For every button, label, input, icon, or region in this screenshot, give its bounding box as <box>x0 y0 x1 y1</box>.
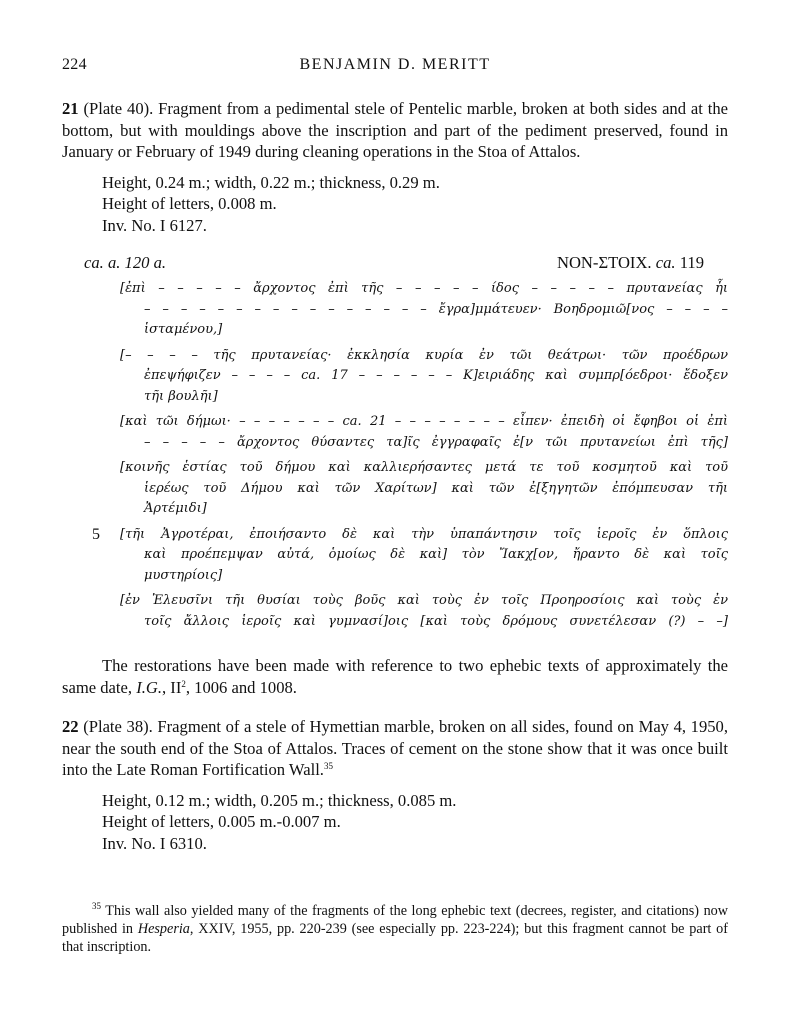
inscription-line-2 <box>62 346 728 408</box>
page-header <box>62 56 728 80</box>
inscription-row: [κοινῆς ἑστίας τοῦ δήμου καὶ καλλιερήσαντες μετά τε τοῦ κοσμητοῦ καὶ τοῦ <box>120 460 728 475</box>
restorations-vol: , II <box>162 677 182 697</box>
inscription-text <box>62 279 728 632</box>
inscription-row: τοῖς ἄλλοις ἱεροῖς καὶ γυμνασί]οις [καὶ τοὺς δρόμους συνετέλεσαν (?) – –] <box>144 613 728 629</box>
footnote-citation: , XXIV, 1955, pp. 220-239 (see especially pp. 223-224); but this fragment cannot be part of that inscription. <box>62 921 728 955</box>
ig-abbrev: I.G. <box>136 677 162 697</box>
footnote-ref[interactable]: 35 <box>323 761 333 771</box>
inscription-header <box>62 253 728 275</box>
inscription-row: [τῆι Ἀγροτέραι, ἐποιήσαντο δὲ καὶ τὴν ὑπαπάντησιν τοῖς ἱεροῖς ἐν ὅπλοις <box>120 526 728 542</box>
inscription-row: [καὶ τῶι δήμωι· – – – – – – – ca. 21 – – – – – – – – εἶπεν· ἐπειδὴ οἱ ἔφηβοι οἱ ἐπὶ <box>120 414 728 429</box>
stoich-label: NON-ΣΤΟΙΧ. <box>556 253 652 272</box>
inscription-row: – – – – – – – – – – – – – – – – ἔγρα]μμάτευεν· Βοηδρομιῶ[νος – – – – <box>144 301 728 317</box>
entry-21-dimensions: Height, 0.24 m.; width, 0.22 m.; thickness, 0.29 m. <box>102 172 440 192</box>
entry-22-inventory: Inv. No. I 6310. <box>102 833 207 853</box>
entry-21-inventory: Inv. No. I 6127. <box>102 215 207 235</box>
page-number: 224 <box>62 56 87 73</box>
entry-21-text: (Plate 40). Fragment from a pedimental stele of Pentelic marble, broken at both sides and at the bottom, but with mouldings above the inscription and part of the pediment preserved, found in January or February of 1949 during cleaning operations in the Stoa of Attalos. <box>62 99 728 161</box>
inscription-row: ἐπεψήφιζεν – – – – ca. 17 – – – – – – K]ειριάδης καὶ συμπρ[όεδροι· ἔδοξεν <box>144 368 728 383</box>
inscription-line-1 <box>62 279 728 341</box>
inscription-stoichedon <box>557 253 704 273</box>
inscription-row: [ἐν Ἐλευσῖνι τῆι θυσίαι τοὺς βοῦς καὶ τοὺς ἐν τοῖς Προηροσίοις καὶ τοὺς ἐν <box>120 593 728 608</box>
inscription-row: μυστηρίοις] <box>144 567 223 583</box>
entry-21-measurements <box>102 172 728 237</box>
inscription-row: [ἐπὶ – – – – – ἄρχοντος ἐπὶ τῆς – – – – – ίδος – – – – – πρυτανείας ἧι <box>120 281 728 296</box>
inscription-line-3 <box>62 412 728 453</box>
footnote <box>62 902 728 956</box>
footnote-journal: Hesperia <box>137 921 190 937</box>
inscription-date: ca. a. 120 a. <box>84 253 167 272</box>
entry-22-description <box>62 716 728 781</box>
page <box>62 56 728 956</box>
running-head: BENJAMIN D. MERITT <box>299 56 491 73</box>
line-number: 5 <box>92 525 100 543</box>
restorations-text: The restorations have been made with reference to two ephebic texts of approximately the same date, <box>62 656 728 697</box>
entry-22-dimensions: Height, 0.12 m.; width, 0.205 m.; thickness, 0.085 m. <box>102 790 457 810</box>
entry-21-description <box>62 98 728 163</box>
inscription-line-4 <box>62 458 728 520</box>
restorations-note <box>62 655 728 698</box>
entry-22-letter-height: Height of letters, 0.005 m.-0.007 m. <box>102 812 341 831</box>
edition-superscript: 2 <box>181 678 186 689</box>
inscription-line-6 <box>62 591 728 632</box>
footnote-marker: 35 <box>92 901 101 911</box>
inscription-row: ἱερέως τοῦ Δήμου καὶ τῶν Χαρίτων] καὶ τῶν ἐ[ξηγητῶν ἐπόμπευσαν τῆι <box>144 480 728 496</box>
restorations-numbers: , 1006 and 1008. <box>185 677 297 697</box>
entry-21-number: 21 <box>62 99 79 118</box>
entry-22-number: 22 <box>62 717 79 736</box>
inscription-row: Ἀρτέμιδι] <box>144 501 207 516</box>
inscription-row: τῆι βουλῆι] <box>144 388 218 404</box>
stoich-count: 119 <box>679 253 704 272</box>
inscription-row: καὶ προέπεμψαν αὐτά, ὁμοίως δὲ καὶ] τὸν Ἴακχ[ον, ἤραντο δὲ καὶ τοῖς <box>144 547 728 562</box>
inscription-row: ἱσταμένου,] <box>144 322 223 337</box>
footnote-spacer <box>62 854 728 902</box>
inscription-row: – – – – – ἄρχοντος θύσαντες τα]ῖς ἐγγραφαῖς ἐ[ν τῶι πρυτανείωι ἐπὶ τῆς] <box>144 434 728 450</box>
footnote-text: This wall also yielded many of the fragments of the long ephebic text (decrees, register, and citations) now published in <box>62 903 728 937</box>
entry-22-measurements <box>102 790 728 855</box>
entry-22-text: (Plate 38). Fragment of a stele of Hymettian marble, broken on all sides, found on May 4, 1950, near the south end of the Stoa of Attalos. Traces of cement on the stone show that it was once built into the Late Roman Fortification Wall. <box>62 717 728 779</box>
stoich-ca: ca. <box>655 253 676 272</box>
inscription-line-5 <box>62 525 728 587</box>
entry-21-letter-height: Height of letters, 0.008 m. <box>102 194 277 213</box>
inscription-row: [– – – – τῆς πρυτανείας· ἐκκλησία κυρία ἐν τῶι θεάτρωι· τῶν προέδρων <box>120 347 728 363</box>
